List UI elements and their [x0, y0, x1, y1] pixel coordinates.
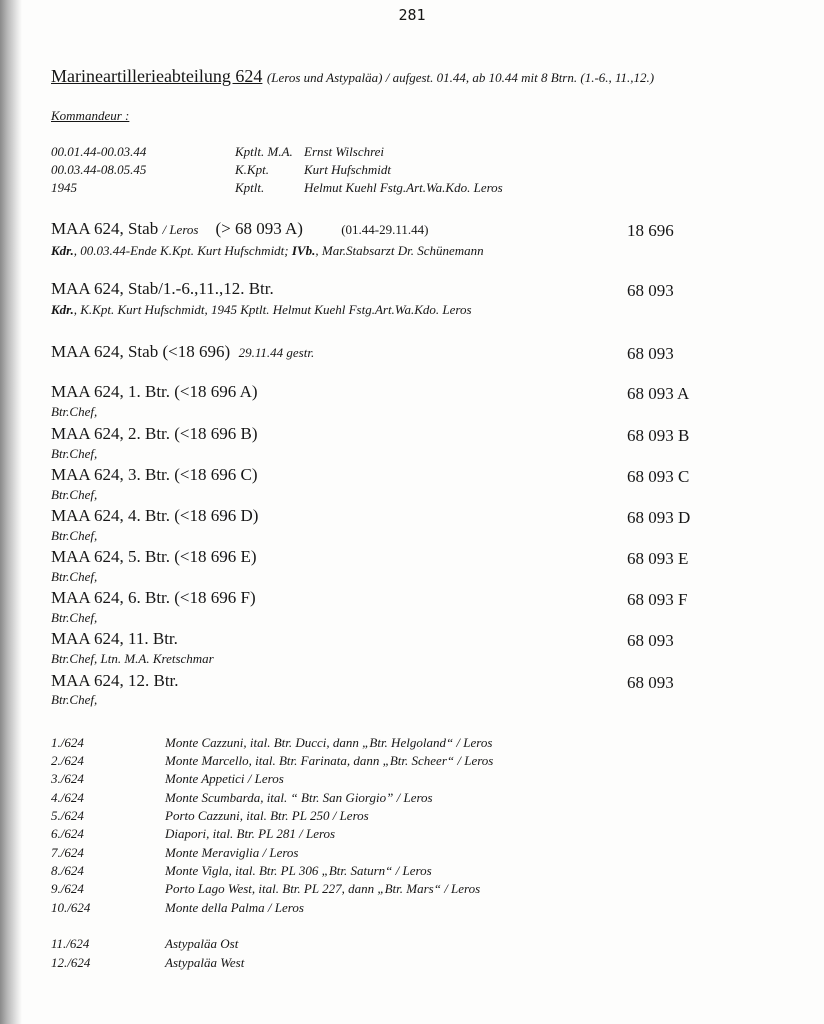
- unit-name: MAA 624, Stab (<18 696): [51, 342, 231, 361]
- location-code: 6./624: [51, 826, 84, 841]
- battery-chef: Btr.Chef, Ltn. M.A. Kretschmar: [51, 651, 214, 666]
- unit-heading: [51, 219, 428, 239]
- location-code: 5./624: [51, 808, 84, 823]
- location-description: Porto Lago West, ital. Btr. PL 227, dann „Btr. Mars“ / Leros: [165, 881, 481, 896]
- commander-row: [51, 144, 651, 162]
- page-gutter-shadow: [0, 0, 22, 1024]
- location-code: 7./624: [51, 845, 84, 860]
- feldpost-number: 18 696: [627, 221, 674, 240]
- location-code: 3./624: [51, 771, 84, 786]
- battery-name: MAA 624, 1. Btr. (<18 696 A): [51, 382, 258, 401]
- feldpost-number: 68 093 F: [627, 590, 688, 609]
- unit-period: (01.44-29.11.44): [341, 222, 429, 237]
- kommandeur-heading: Kommandeur :: [51, 108, 130, 123]
- unit-location: / Leros: [162, 222, 199, 237]
- title-main: Marineartillerieabteilung 624: [51, 66, 263, 86]
- battery-name: MAA 624, 3. Btr. (<18 696 C): [51, 465, 258, 484]
- commander-date: 1945: [51, 180, 77, 195]
- commander-rank: Kptlt. M.A.: [235, 144, 293, 159]
- unit-heading: [51, 342, 314, 362]
- battery-name: MAA 624, 5. Btr. (<18 696 E): [51, 547, 257, 566]
- location-description: Astypaläa West: [165, 955, 245, 970]
- feldpost-number: 68 093 B: [627, 426, 690, 445]
- battery-name: MAA 624, 12. Btr.: [51, 671, 179, 690]
- feldpost-number: 68 093 E: [627, 549, 689, 568]
- location-code: 10./624: [51, 900, 91, 915]
- page-title: [51, 66, 654, 87]
- location-code: 2./624: [51, 753, 84, 768]
- feldpost-number: 68 093: [627, 631, 674, 650]
- feldpost-number: 68 093: [627, 281, 674, 300]
- feldpost-number: 68 093: [627, 673, 674, 692]
- battery-chef: Btr.Chef,: [51, 692, 98, 707]
- note-text: , K.Kpt. Kurt Hufschmidt, 1945 Kptlt. Helmut Kuehl Fstg.Art.Wa.Kdo. Leros: [73, 302, 472, 317]
- battery-chef: Btr.Chef,: [51, 610, 98, 625]
- unit-name: MAA 624, Stab/1.-6.,11.,12. Btr.: [51, 279, 274, 298]
- feldpost-number: 68 093 D: [627, 508, 691, 527]
- location-code: 12./624: [51, 955, 91, 970]
- battery-name: MAA 624, 4. Btr. (<18 696 D): [51, 506, 259, 525]
- feldpost-number: 68 093: [627, 344, 674, 363]
- location-description: Monte della Palma / Leros: [165, 900, 304, 915]
- note-label-ivb: IVb.: [291, 243, 316, 258]
- battery-chef: Btr.Chef,: [51, 569, 98, 584]
- location-code: 1./624: [51, 735, 84, 750]
- commander-row: [51, 162, 651, 180]
- location-description: Monte Appetici / Leros: [165, 771, 284, 786]
- location-code: 9./624: [51, 881, 84, 896]
- battery-name: MAA 624, 6. Btr. (<18 696 F): [51, 588, 256, 607]
- unit-note: [51, 302, 472, 318]
- battery-chef: Btr.Chef,: [51, 528, 98, 543]
- location-code: 8./624: [51, 863, 84, 878]
- battery-chef: Btr.Chef,: [51, 446, 98, 461]
- location-code: 4./624: [51, 790, 84, 805]
- location-code: 11./624: [51, 936, 90, 951]
- commander-name: Kurt Hufschmidt: [304, 162, 392, 177]
- commander-row: [51, 180, 651, 198]
- location-description: Monte Scumbarda, ital. “ Btr. San Giorgio” / Leros: [165, 790, 433, 805]
- unit-reference: (> 68 093 A): [215, 219, 303, 238]
- commander-date: 00.03.44-08.05.45: [51, 162, 147, 177]
- battery-name: MAA 624, 2. Btr. (<18 696 B): [51, 424, 258, 443]
- battery-chef: Btr.Chef,: [51, 487, 98, 502]
- commander-name: Helmut Kuehl Fstg.Art.Wa.Kdo. Leros: [304, 180, 503, 195]
- location-description: Astypaläa Ost: [165, 936, 239, 951]
- location-description: Monte Meraviglia / Leros: [165, 845, 299, 860]
- location-description: Monte Marcello, ital. Btr. Farinata, dann „Btr. Scheer“ / Leros: [165, 753, 494, 768]
- unit-name: MAA 624, Stab: [51, 219, 159, 238]
- commander-name: Ernst Wilschrei: [304, 144, 385, 159]
- location-description: Porto Cazzuni, ital. Btr. PL 250 / Leros: [165, 808, 369, 823]
- note-label-kdr: Kdr.: [51, 302, 74, 317]
- commander-rank: Kptlt.: [235, 180, 265, 195]
- location-description: Monte Vigla, ital. Btr. PL 306 „Btr. Saturn“ / Leros: [165, 863, 432, 878]
- unit-heading: [51, 279, 274, 299]
- unit-struck-note: 29.11.44 gestr.: [238, 345, 315, 360]
- unit-note: [51, 243, 484, 259]
- commander-rank: K.Kpt.: [235, 162, 269, 177]
- note-label-kdr: Kdr.: [51, 243, 74, 258]
- battery-name: MAA 624, 11. Btr.: [51, 629, 178, 648]
- battery-chef: Btr.Chef,: [51, 404, 98, 419]
- note-text: , 00.03.44-Ende K.Kpt. Kurt Hufschmidt;: [73, 243, 292, 258]
- feldpost-number: 68 093 A: [627, 384, 690, 403]
- note-text: , Mar.Stabsarzt Dr. Schünemann: [315, 243, 484, 258]
- commander-date: 00.01.44-00.03.44: [51, 144, 147, 159]
- location-description: Monte Cazzuni, ital. Btr. Ducci, dann „Btr. Helgoland“ / Leros: [165, 735, 493, 750]
- title-subtitle: (Leros und Astypaläa) / aufgest. 01.44, ab 10.44 mit 8 Btrn. (1.-6., 11.,12.): [266, 70, 655, 85]
- page-number: 281: [398, 6, 426, 24]
- feldpost-number: 68 093 C: [627, 467, 690, 486]
- location-description: Diapori, ital. Btr. PL 281 / Leros: [165, 826, 336, 841]
